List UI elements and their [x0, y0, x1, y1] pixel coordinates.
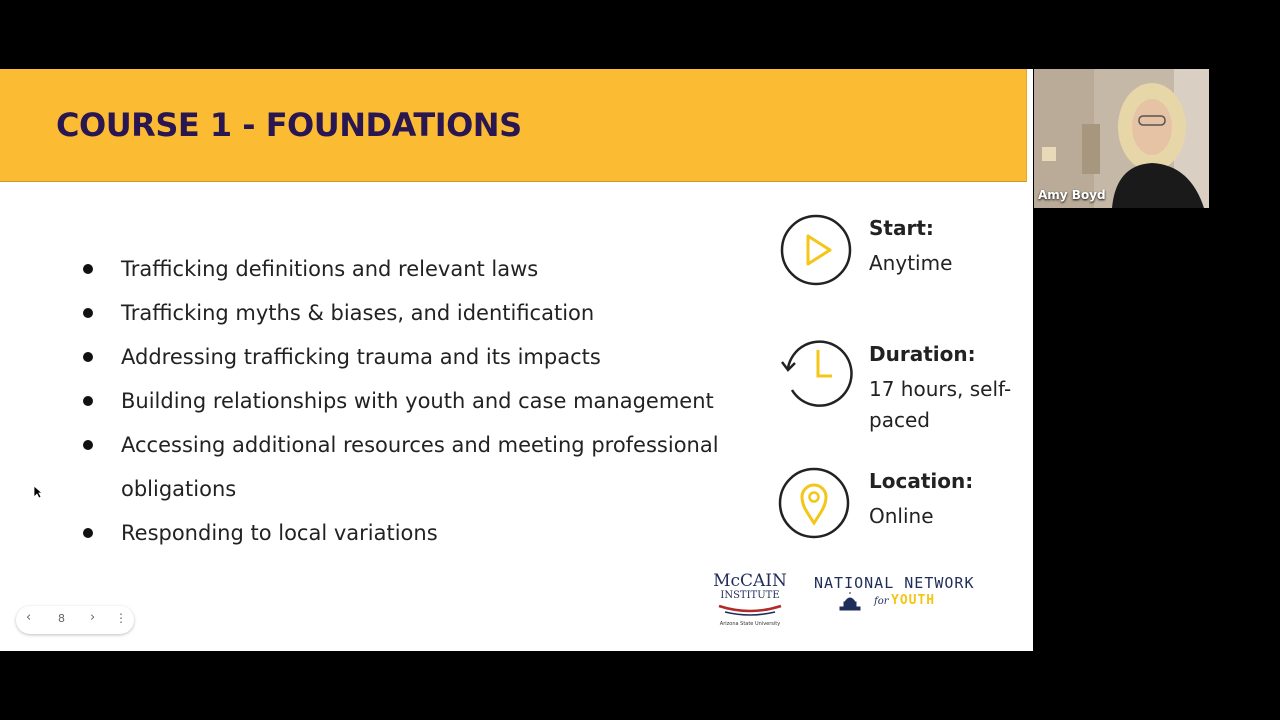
participant-name: Amy Boyd [1038, 188, 1106, 202]
slide-navigation [16, 606, 134, 634]
start-label: Start: [869, 216, 934, 240]
start-value: Anytime [869, 251, 953, 275]
location-pin-icon [778, 465, 854, 541]
list-item: Building relationships with youth and case management [80, 379, 720, 423]
more-vertical-icon[interactable]: ⋮ [115, 611, 127, 625]
bullet-icon [83, 264, 93, 274]
topic-list [80, 247, 720, 555]
bullet-icon [83, 528, 93, 538]
slide-title: COURSE 1 - FOUNDATIONS [56, 106, 522, 144]
list-item: Trafficking myths & biases, and identification [80, 291, 720, 335]
mccain-institute-logo: McCAIN INSTITUTE Arizona State University [705, 573, 795, 635]
list-item: Trafficking definitions and relevant laws [80, 247, 720, 291]
title-bar [0, 69, 1027, 182]
bullet-icon [83, 308, 93, 318]
capitol-icon [836, 592, 864, 612]
presentation-slide [0, 69, 1033, 651]
start-info [778, 212, 1018, 292]
list-item: Accessing additional resources and meeting professional obligations [80, 423, 720, 511]
list-item: Addressing trafficking trauma and its impacts [80, 335, 720, 379]
list-item: Responding to local variations [80, 511, 720, 555]
play-icon [778, 212, 854, 288]
location-label: Location: [869, 469, 974, 493]
mouse-cursor-icon [33, 485, 43, 499]
swoosh-icon [705, 603, 795, 617]
duration-value: 17 hours, self-paced [869, 377, 1012, 432]
bullet-icon [83, 396, 93, 406]
location-info [778, 465, 1018, 545]
page-number: 8 [58, 612, 65, 625]
duration-label: Duration: [869, 342, 976, 366]
duration-info [778, 338, 1018, 432]
chevron-right-icon[interactable]: › [90, 610, 96, 625]
bullet-icon [83, 352, 93, 362]
chevron-left-icon[interactable]: ‹ [26, 610, 32, 625]
location-value: Online [869, 504, 934, 528]
clock-icon [778, 338, 854, 414]
participant-video[interactable] [1034, 69, 1209, 208]
bullet-icon [83, 440, 93, 450]
national-network-for-youth-logo: NATIONAL NETWORK for YOUTH [814, 574, 989, 616]
